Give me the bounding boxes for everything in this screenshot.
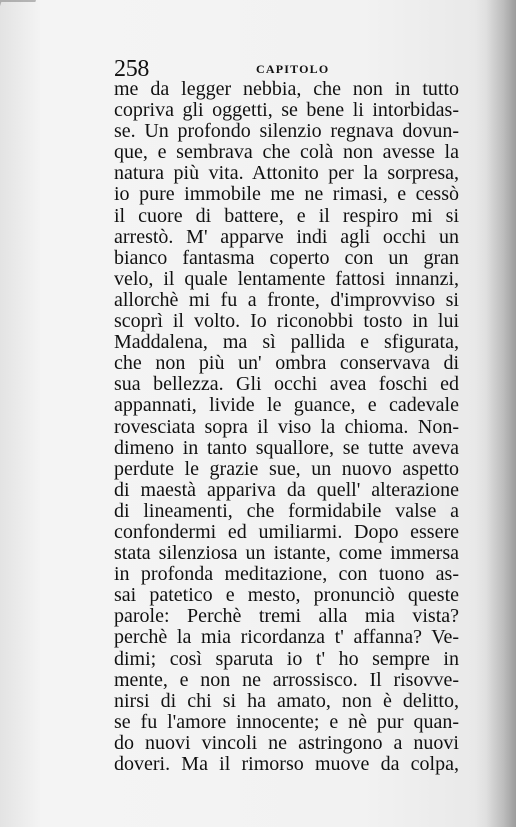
text-line: confondermi ed umiliarmi. Dopo essere — [114, 520, 459, 543]
text-line: appannati, livide le guance, e cadevale — [114, 394, 459, 417]
page-edge-shadow — [486, 0, 516, 827]
text-line: di lineamenti, che formidabile valse a — [114, 499, 459, 522]
text-line: rovesciata sopra il viso la chioma. Non- — [114, 415, 459, 438]
text-line: dimi; così sparuta io t' ho sempre in — [114, 647, 459, 670]
text-line: se fu l'amore innocente; e nè pur quan- — [114, 710, 459, 733]
text-line: mente, e non ne arrossisco. Il risovve- — [114, 668, 459, 691]
text-line: in profonda meditazione, con tuono as- — [114, 563, 459, 586]
text-line: me da legger nebbia, che non in tutto — [114, 78, 459, 100]
text-line: perdute le grazie sue, un nuovo aspetto — [114, 457, 459, 480]
text-line: di maestà appariva da quell' alterazione — [114, 478, 459, 501]
text-line: velo, il quale lentamente fattosi innanzi, — [114, 267, 459, 290]
text-line: sai patetico e mesto, pronunciò queste — [114, 584, 459, 607]
corner-wear-mark — [0, 0, 36, 30]
running-head: CAPITOLO — [256, 62, 330, 76]
text-line: io pure immobile me ne rimasi, e cessò — [114, 183, 459, 206]
text-line: sua bellezza. Gli occhi avea foschi ed — [114, 373, 459, 396]
body-text — [114, 79, 459, 775]
text-line: il cuore di battere, e il respiro mi si — [114, 204, 459, 227]
text-line: que, e sembrava che colà non avesse la — [114, 141, 459, 164]
text-line: perchè la mia ricordanza t' affanna? Ve- — [114, 626, 459, 649]
text-line: natura più vita. Attonito per la sorpresa, — [114, 162, 459, 185]
text-line: copriva gli oggetti, se bene li intorbidas- — [114, 99, 459, 122]
text-line: dimeno in tanto squallore, se tutte aveva — [114, 436, 459, 459]
text-line: che non più un' ombra conservava di — [114, 352, 459, 375]
text-line: doveri. Ma il rimorso muove da colpa, — [114, 753, 459, 775]
text-line: scoprì il volto. Io riconobbi tosto in lui — [114, 310, 459, 333]
text-line: allorchè mi fu a fronte, d'improvviso si — [114, 288, 459, 311]
text-line: Maddalena, ma sì pallida e sfigurata, — [114, 331, 459, 354]
text-line: parole: Perchè tremi alla mia vista? — [114, 605, 459, 628]
text-line: nirsi di chi si ha amato, non è delitto, — [114, 689, 459, 712]
text-line: do nuovi vincoli ne astringono a nuovi — [114, 731, 459, 754]
text-line: se. Un profondo silenzio regnava dovun- — [114, 120, 459, 143]
text-line: stata silenziosa un istante, come immersa — [114, 542, 459, 565]
text-line: arrestò. M' apparve indi agli occhi un — [114, 225, 459, 248]
page-number: 258 — [114, 56, 150, 82]
text-line: bianco fantasma coperto con un gran — [114, 246, 459, 269]
